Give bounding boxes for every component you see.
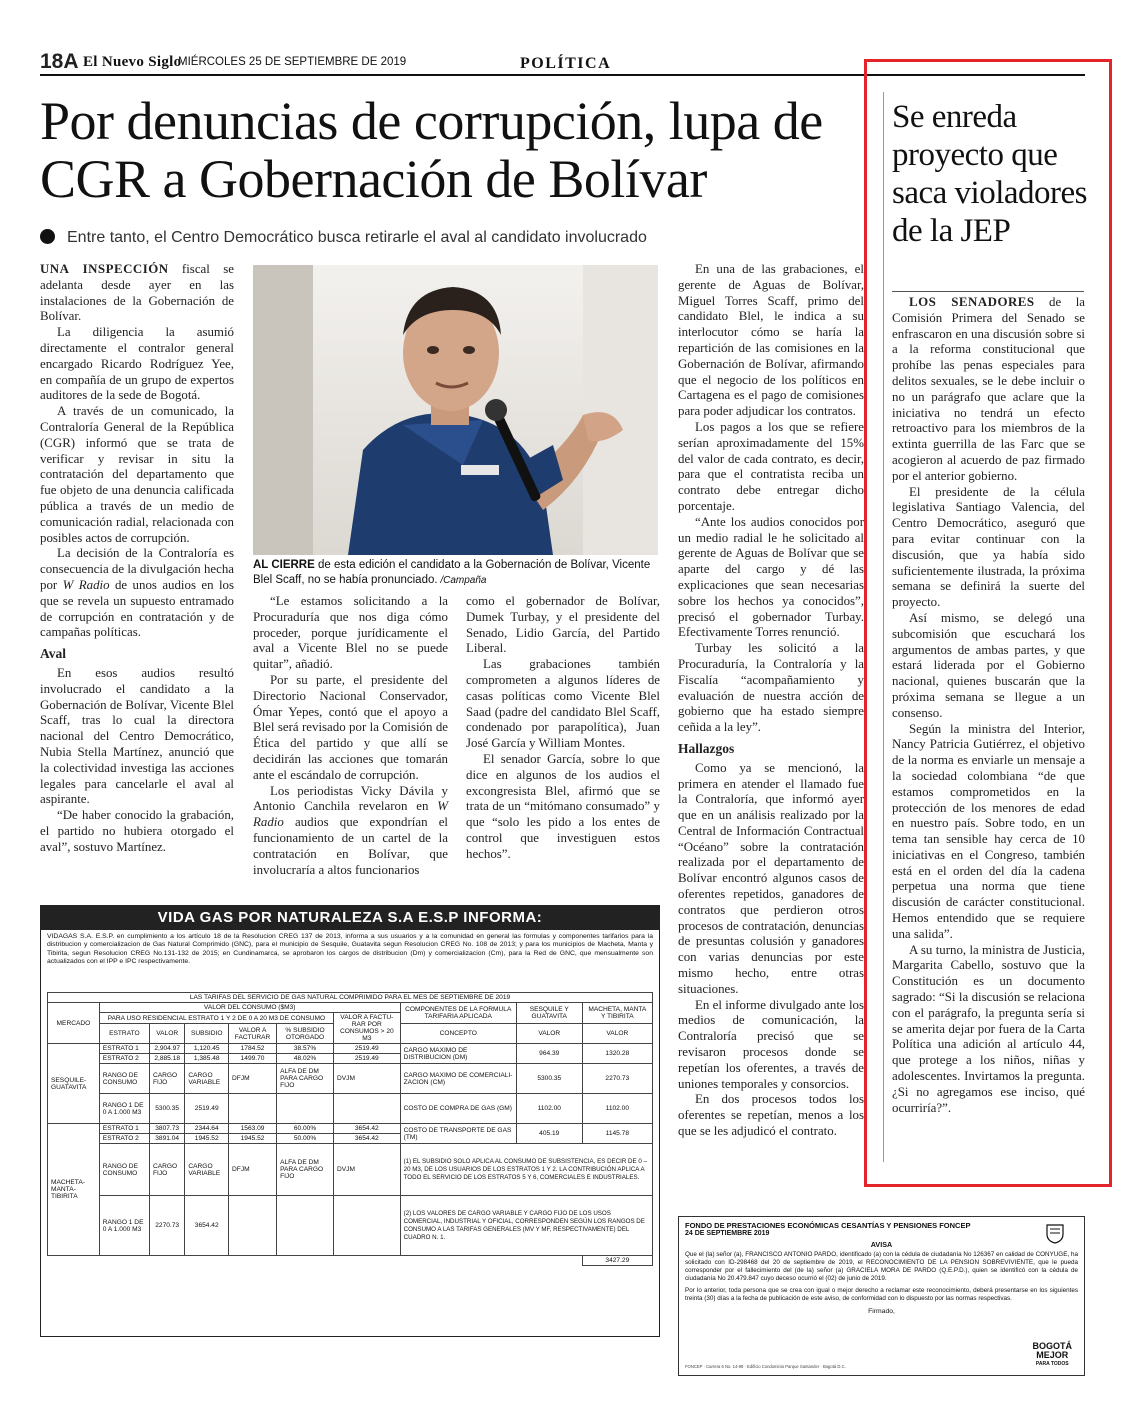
paragraph: UNA INSPECCIÓN fiscal se adelanta desde ayer en las instalaciones de la Gobernación de Bolívar. bbox=[40, 262, 234, 324]
paragraph: En el informe divulgado ante los medios de comunicación, la Contraloría precisó que se revisaron procesos donde se repetían los oferentes, a través de uniones temporales y consorcios. bbox=[678, 997, 864, 1091]
table-row: ESTRATO VALOR SUBSIDIO VALOR A FACTURAR % SUBSIDIO OTORGADO CONCEPTO VALOR VALOR bbox=[48, 1024, 653, 1044]
paragraph: “Ante los audios conocidos por un medio radial le he solicitado al gerente de Aguas de Bolívar que se aparte del cargo y dé las explicaciones que sean necesarias sobre los hechos ya conocidos”, precisó el gobernador Turbay. Efectivamente Torres renunció. bbox=[678, 514, 864, 640]
paragraph: En una de las grabaciones, el gerente de Aguas de Bolívar, Miguel Torres Scaff, primo del candidato Blel, le indica a su interlocutor cómo se haría la repartición de las comisiones en la Gobernación de Bolívar, afirmando que el negocio de los políticos en Cartagena es el pago de comisiones para poder adjudicar los contratos. bbox=[678, 262, 864, 419]
deck-text: Entre tanto, el Centro Democrático busca retirarle el aval al candidato involucrado bbox=[67, 229, 647, 246]
column-divider bbox=[883, 92, 884, 1162]
caption-lead: AL CIERRE bbox=[253, 559, 315, 571]
paragraph: Como ya se mencionó, la primera en atender el llamado fue la Contraloría, que informó ayer que en un análisis realizado por la Central de Información Contractual “Océano” sobre la contratación realizada por el departamento de Bolívar encontró algunos casos de oferentes repetidos, ganadores de contratos que perdieron otros procesos de contratación, denuncias de presuntas colusión y ganadores con varias denuncias por este mismo hecho, entre otras situaciones. bbox=[678, 760, 864, 996]
paragraph: El senador García, sobre lo que dice en algunos de los audios el excongresista Blel, afirmó que se trata de un “mitómano consumado” y que “solo les pido a los entes de control que investiguen estos hechos”. bbox=[466, 751, 660, 861]
paragraph: La diligencia la asumió directamente el contralor general encargado Ricardo Rodríguez Yee, en compañía de un grupo de expertos auditores de la sede de Bogotá. bbox=[40, 325, 234, 403]
table-row: ESTRATO 2 3891.04 1945.52 1945.52 50.00% 3654.42 bbox=[48, 1134, 653, 1144]
lead-in: UNA INSPECCIÓN bbox=[40, 262, 169, 276]
paragraph: Según la ministra del Interior, Nancy Patricia Gutiérrez, el objetivo de la norma es enviarle un mensaje a la sociedad colombiana “de que estamos comprometidos en la protección de los menores de edad en nuestro país. Sobre todo, en un tema tan sensible hay cerca de 10 iniciativas en el Congreso, también está en el orden del día la cadena perpetua una norma que tiene discusión de carácter constitucional. Hemos entendido que se requiere una salida”. bbox=[892, 721, 1085, 941]
speaker-illustration bbox=[253, 265, 658, 555]
table-title: LAS TARIFAS DEL SERVICIO DE GAS NATURAL COMPRIMIDO PARA EL MES DE SEPTIEMBRE DE 2019 bbox=[48, 993, 653, 1003]
notice-body: Que el (la) señor (a), FRANCISCO ANTONIO PARDO, identificado (a) con la cédula de ciudadanía No 126367 en calidad de CONYUGE, ha solicitado con ID-298468 del 20 de septiembre de 2019, el RECONOCIMIENTO DE LA PENSION SOBREVIVIENTE, que le pueda corresponder por el fallecimiento del (de la) señor (a) GRACIELA MORA DE PARDO (Q.E.P.D.), quien se identificó con la cédula de ciudadanía No 20.479.847 cuyo deceso ocurrió el (02) de junio de 2019. bbox=[685, 1251, 1078, 1282]
notice-subtitle: AVISA bbox=[870, 1240, 893, 1249]
paragraph: “Le estamos solicitando a la Procuraduría que nos diga cómo proceder, porque jurídicamente el aval a Vicente Blel no se puede quitar”, añadió. bbox=[253, 594, 448, 672]
notice-body: Por lo anterior, toda persona que se crea con igual o mejor derecho a reclamar este reconocimiento, deberá presentarse en los siguientes treinta (30) días a la fecha de publicación de este aviso, de conformidad con lo dispuesto por las normas respectivas. bbox=[685, 1287, 1078, 1302]
bullet-icon bbox=[40, 229, 55, 244]
deck bbox=[40, 229, 647, 247]
paragraph: A través de un comunicado, la Contraloría General de la República (CGR) informó que se trata de verificar y revisar in situ la contratación del departamento que fue objeto de una denuncia calificada pública a través de un medio de comunicación radial, relacionada con posibles actos de corrupción. bbox=[40, 404, 234, 545]
paragraph: Turbay les solicitó a la Procuraduría, la Contraloría y la Fiscalía “acompañamiento y evaluación de nuestra acción de gobierno que ha estado siempre ceñida a la ley”. bbox=[678, 641, 864, 735]
paragraph: En dos procesos todos los oferentes se repetían, menos a los que se les adjudicó el contrato. bbox=[678, 1092, 864, 1139]
candidate-photo bbox=[253, 265, 658, 555]
bogota-logo: BOGOTÁ MEJOR PARA TODOS bbox=[1032, 1341, 1072, 1367]
side-article bbox=[892, 295, 1085, 1116]
paragraph: Las grabaciones también comprometen a algunos líderes de casas políticas como Vicente Blel Saad (padre del candidato Blel Scaff, condenado por parapolítica), Juan José García y William Montes. bbox=[466, 657, 660, 751]
table-row: 3427.29 bbox=[48, 1256, 653, 1266]
side-headline: Se enreda proyecto que saca violadores de la JEP bbox=[892, 99, 1087, 249]
table-note: (2) LOS VALORES DE CARGO VARIABLE Y CARGO FIJO DE LOS USOS COMERCIAL, INDUSTRIAL Y OFICIAL, CORRESPONDEN SEGÚN LOS RANGOS DE CONSUMO A LAS TARIFAS GENERALES (MV Y MF, RESPECTIVAMENTE) DEL CUADRO N. 1. bbox=[400, 1196, 652, 1256]
paragraph: Así mismo, se delegó una subcomisión que escuchará los argumentos de ambas partes, y que estará liderada por el Gobierno nacional, quienes buscarán que la próxima semana se llegue a un consenso. bbox=[892, 610, 1085, 720]
article-column-1 bbox=[40, 262, 234, 855]
lead-in: LOS SENADORES bbox=[909, 295, 1035, 309]
subhead-hallazgos: Hallazgos bbox=[678, 740, 735, 756]
paragraph: LOS SENADORES de la Comisión Primera del Senado se enfrascaron en una discusión sobre si a la reforma constitucional que prohíbe las penas especiales para delitos sexuales, se le debe incluir o no un parágrafo que aclare que la iniciativa no tendrá un efecto retroactivo para los miembros de la extinta guerrilla de las Farc que se acogieron al acuerdo de paz firmado por el anterior gobierno. bbox=[892, 295, 1085, 483]
page-number: 18A bbox=[40, 50, 79, 73]
paragraph: En esos audios resultó involucrado el candidato a la Gobernación de Bolívar, Vicente Blel Scaff, tras lo cual la directora nacional del Centro Democrático, Nubia Stella Martínez, anunció que la colectividad investiga las acciones legales para cancelarle el aval al aspirante. bbox=[40, 665, 234, 807]
table-row: SESQUILE-GUATAVITA ESTRATO 1 2,904.97 1,120.45 1784.52 38.57% 2519.49 CARGO MAXIMO DE DISTRIBUCION (DM) 964.39 1320.28 bbox=[48, 1044, 653, 1054]
table-row: RANGO 1 DE 0 A 1.000 M3 2270.73 3654.42 (2) LOS VALORES DE CARGO VARIABLE Y CARGO FIJO DE LOS USOS COMERCIAL, INDUSTRIAL Y OFICIAL, CORRESPONDEN SEGÚN LOS RANGOS DE CONSUMO A LAS TARIFAS GENERALES (MV Y MF, RESPECTIVAMENTE) DEL CUADRO N. 1. bbox=[48, 1196, 653, 1256]
paragraph: La decisión de la Contraloría es consecuencia de la divulgación hecha por W Radio de unos audios en los que se revela un supuesto entramado de corrupción en contratación y de campañas políticas. bbox=[40, 546, 235, 640]
photo-credit: /Campaña bbox=[437, 574, 487, 586]
photo-caption: AL CIERRE de esta edición el candidato a la Gobernación de Bolívar, Vicente Blel Scaff, no se había pronunciado. /Campaña bbox=[253, 559, 651, 586]
ad-text: VIDAGAS S.A. E.S.P. en cumplimiento a los artículo 18 de la Resolucion CREG 137 de 2013, informa a sus usuarios y a la comunidad en general las formulas y componentes tarifarios para la distribucion y comercializacion de Gas Natural Comprimido (GNC), para el municipio de Sesquile, Guatavita segun Resolucion CREG No. 108 de 2013; y para los municipios de Macheta, Manta y Tibirita, segun Resolucion CREG No.131-132 de 2015; en Cundinamarca, se aprobaron los cargos de distribucion (Dm) y comercializacion (Cm), para la Red de GNC, que mensualmente son actualizados con el IPP e IPC respectivamente. bbox=[47, 933, 653, 966]
notice-date: 24 DE SEPTIEMBRE 2019 bbox=[685, 1230, 770, 1237]
article-column-4 bbox=[678, 262, 864, 1140]
paragraph: A su turno, la ministra de Justicia, Margarita Cabello, sostuvo que la Constitución es un documento sagrado: “Si la discusión se relaciona con el parágrafo, la pregunta sería si se amerita dejar por fuera de la Carta Política una adición al artículo 44, que protege a los niños, niñas y adolescentes. Invirtamos la pregunta. ¿Si no agregamos ese inciso, qué ocurriría?”. bbox=[892, 942, 1085, 1115]
paragraph: como el gobernador de Bolívar, Dumek Turbay, y el presidente del Senado, Lidio García, del Partido Liberal. bbox=[466, 594, 660, 656]
table-row: ESTRATO 2 2,885.18 1,385.48 1499.70 48.02% 2519.49 bbox=[48, 1054, 653, 1064]
foncep-notice bbox=[678, 1216, 1085, 1376]
table-row: MACHETA-MANTA-TIBIRITA ESTRATO 1 3807.73 2344.64 1563.09 60.00% 3654.42 COSTO DE TRANSPORTE DE GAS (TM) 405.19 1145.78 bbox=[48, 1124, 653, 1134]
ad-title: VIDA GAS POR NATURALEZA S.A E.S.P INFORMA: bbox=[41, 906, 659, 930]
notice-fineprint: FONCEP · Carrera 6 No. 14-98 · Edificio Condominio Parque Santander · Bogotá D.C. bbox=[685, 1364, 846, 1369]
table-row: MERCADO VALOR DEL CONSUMO ($M3) COMPONENTES DE LA FORMULA TARIFARIA APLICADA SESQUILE Y GUATAVITA MACHETA, MANTA Y TIBIRITA bbox=[48, 1003, 653, 1013]
paragraph: El presidente de la célula legislativa Santiago Valencia, del Centro Democrático, aseguró que para evitar continuar con la discusión, que ya había sido suficientemente ilustrada, la próxima semana se definirá la suerte del proyecto. bbox=[892, 484, 1085, 610]
main-headline: Por denuncias de corrupción, lupa de CGR a Gobernación de Bolívar bbox=[40, 91, 823, 209]
article-column-2 bbox=[253, 594, 448, 878]
vidagas-advertisement bbox=[40, 905, 660, 1337]
table-row: RANGO 1 DE 0 A 1.000 M3 5300.35 2519.49 COSTO DE COMPRA DE GAS (GM) 1102.00 1102.00 bbox=[48, 1094, 653, 1124]
newspaper-name: El Nuevo Siglo bbox=[83, 54, 182, 70]
publication-date: MIÉRCOLES 25 DE SEPTIEMBRE DE 2019 bbox=[178, 56, 407, 68]
table-row: RANGO DE CONSUMO CARGO FIJO CARGO VARIABLE DFJM ALFA DE DM PARA CARGO FIJO DVJM CARGO MAXIMO DE COMERCIALI-ZACION (CM) 5300.35 2270.73 bbox=[48, 1064, 653, 1094]
paragraph: Los pagos a los que se refiere serían aproximadamente del 15% del valor de cada contrato, es decir, para que el contratista reciba un contrato debe entregar dicho porcentaje. bbox=[678, 419, 864, 513]
subhead-aval: Aval bbox=[40, 646, 66, 662]
article-column-3 bbox=[466, 594, 660, 863]
table-row: PARA USO RESIDENCIAL ESTRATO 1 Y 2 DE 0 A 20 M3 DE CONSUMO VALOR A FACTU-RAR POR CONSUMOS > 20 M3 bbox=[48, 1013, 653, 1024]
paragraph: “De haber conocido la grabación, el partido no hubiera otorgado el aval”, sostuvo Martínez. bbox=[40, 808, 234, 854]
tariff-table bbox=[47, 992, 653, 1266]
section-name: POLÍTICA bbox=[520, 55, 612, 72]
paragraph: Los periodistas Vicky Dávila y Antonio Canchila revelaron en W Radio audios que expondrían el funcionamiento de un cartel de la contratación en Bolívar, que involucraría a altos funcionarios bbox=[253, 783, 448, 877]
notice-title: FONDO DE PRESTACIONES ECONÓMICAS CESANTÍAS Y PENSIONES FONCEP bbox=[685, 1221, 971, 1230]
paragraph: Por su parte, el presidente del Directorio Nacional Conservador, Ómar Yepes, contó que el apoyo a Blel será revisado por la Comisión de Ética del partido y que allí se decidirán las acciones que tomarán ante el escándalo de corrupción. bbox=[253, 672, 448, 782]
table-row: RANGO DE CONSUMO CARGO FIJO CARGO VARIABLE DFJM ALFA DE DM PARA CARGO FIJO DVJM (1) EL SUBSIDIO SOLO APLICA AL CONSUMO DE SUBSISTENCIA, ES DECIR DE 0 – 20 M3, DE LOS USUARIOS DE LOS ESTRATOS 1 Y 2. LA CONTRIBUCIÓN APLICA A TODO EL SERVICIO DE LOS ESTRATOS 5 Y 6, COMERCIALES E INDUSTRIALES. bbox=[48, 1144, 653, 1196]
coat-of-arms-icon bbox=[1044, 1222, 1066, 1244]
notice-signature: Firmado, bbox=[868, 1308, 895, 1315]
table-note: (1) EL SUBSIDIO SOLO APLICA AL CONSUMO DE SUBSISTENCIA, ES DECIR DE 0 – 20 M3, DE LOS USUARIOS DE LOS ESTRATOS 1 Y 2. LA CONTRIBUCIÓN APLICA A TODO EL SERVICIO DE LOS ESTRATOS 5 Y 6, COMERCIALES E INDUSTRIALES. bbox=[400, 1144, 652, 1196]
side-rule bbox=[892, 291, 1084, 292]
